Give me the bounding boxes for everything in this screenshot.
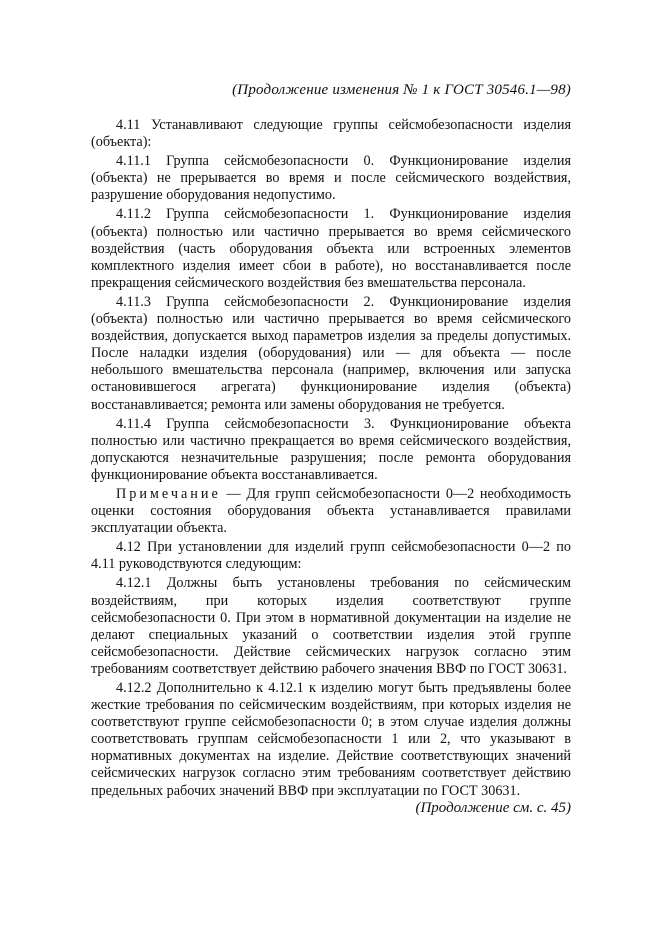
note-text: — Для групп сейсмобезопасности 0—2 необходимость оценки состояния оборудования объекта устанавливается правилами эксплуатации объекта. <box>91 485 571 537</box>
note-paragraph <box>91 486 571 537</box>
paragraph-4-11-4: 4.11.4 Группа сейсмобезопасности 3. Функционирование объекта полностью или частично прекращается во время сейсмического воздействия, допускаются незначительные разрушения; после ремонта оборудования функционирование объекта восстанавливается. <box>91 415 571 483</box>
continuation-header: (Продолжение изменения № 1 к ГОСТ 30546.1—98) <box>232 82 571 98</box>
paragraph-4-12-1: 4.12.1 Должны быть установлены требования по сейсмическим воздействиям, при которых изделия соответствуют группе сейсмобезопасности 0. При этом в нормативной документации на изделие не делают специальных указаний о соответствии изделия этой группе сейсмобезопасности. Действие сейсмических нагрузок согласно этим требованиям соответствует действию рабочего значения ВВФ по ГОСТ 30631. <box>91 575 571 677</box>
paragraph-4-11-1: 4.11.1 Группа сейсмобезопасности 0. Функционирование изделия (объекта) не прерывается во время и после сейсмического воздействия, разрушение оборудования недопустимо. <box>91 153 571 204</box>
document-body <box>91 117 571 802</box>
paragraph-4-12-2: 4.12.2 Дополнительно к 4.12.1 к изделию могут быть предъявлены более жесткие требования по сейсмическим воздействиям, при которых изделия не соответствуют группе сейсмобезопасности 0; в этом случае изделия должны соответствовать группам сейсмобезопасности 1 или 2, что указывают в нормативных документах на изделие. Действие соответствующих значений сейсмических нагрузок согласно этим требованиям соответствует действию предельных рабочих значений ВВФ при эксплуатации по ГОСТ 30631. <box>91 680 571 799</box>
paragraph-4-11-2: 4.11.2 Группа сейсмобезопасности 1. Функционирование изделия (объекта) полностью или частично прерывается во время сейсмического воздействия (часть оборудования объекта или встроенных элементов комплектного изделия имеет сбои в работе), но восстанавливается после прекращения сейсмического воздействия без вмешательства персонала. <box>91 206 571 291</box>
paragraph-4-11: 4.11 Устанавливают следующие группы сейсмобезопасности изделия (объекта): <box>91 117 571 151</box>
paragraph-4-11-3: 4.11.3 Группа сейсмобезопасности 2. Функционирование изделия (объекта) полностью или частично прерывается во время сейсмического воздействия, допускается выход параметров изделия за пределы допустимых. После наладки изделия (оборудования) или — для объекта — после небольшого вмешательства персонала (например, включения или запуска остановившегося агрегата) функционирование изделия (объекта) восстанавливается; ремонта или замены оборудования не требуется. <box>91 293 571 413</box>
paragraph-4-12: 4.12 При установлении для изделий групп сейсмобезопасности 0—2 по 4.11 руководствуются следующим: <box>91 539 571 573</box>
continuation-footer: (Продолжение см. с. 45) <box>415 800 571 816</box>
note-label: Примечание <box>116 485 221 502</box>
